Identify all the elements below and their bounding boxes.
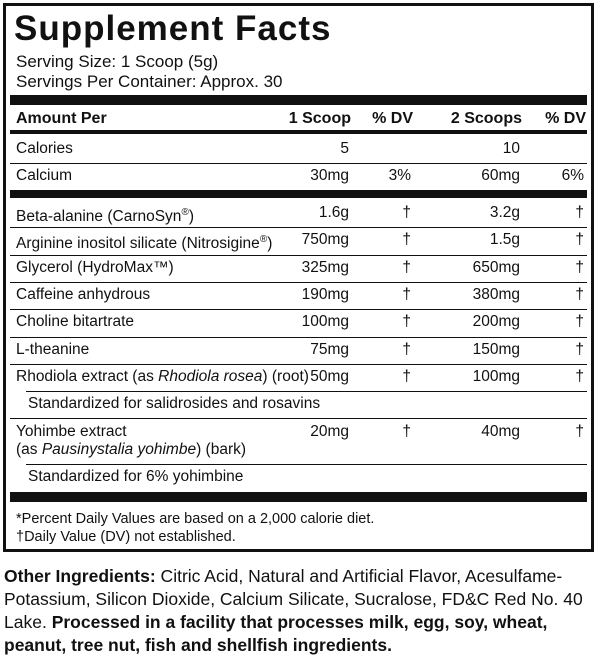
row-arginine-dv1: † xyxy=(402,231,411,248)
row-calcium-name: Calcium xyxy=(16,167,72,184)
row-arginine-dv2: † xyxy=(575,231,584,248)
row-choline-amt1: 100mg xyxy=(301,313,349,330)
row-caffeine-amt1: 190mg xyxy=(301,286,349,303)
row-calcium-dv1: 3% xyxy=(388,167,411,184)
row-calories-name: Calories xyxy=(16,140,73,157)
thick-divider-middle xyxy=(10,190,587,198)
row-rhodiola-dv1: † xyxy=(402,368,411,385)
row-rhodiola-amt2: 100mg xyxy=(472,368,520,385)
row-theanine-dv2: † xyxy=(575,341,584,358)
serving-size: Serving Size: 1 Scoop (5g) xyxy=(16,52,219,71)
footnote-daily-values: *Percent Daily Values are based on a 2,000 calorie diet. xyxy=(16,511,375,527)
row-glycerol-amt2: 650mg xyxy=(472,259,520,276)
row-calcium-dv2: 6% xyxy=(561,167,584,184)
row-beta-alanine-amt2: 3.2g xyxy=(489,204,520,221)
row-beta-alanine-dv2: † xyxy=(575,204,584,221)
row-caffeine-amt2: 380mg xyxy=(472,286,520,303)
row-theanine-name: L-theanine xyxy=(16,341,90,358)
row-choline-name: Choline bitartrate xyxy=(16,313,135,330)
row-beta-alanine-amt1: 1.6g xyxy=(318,204,349,221)
row-divider xyxy=(10,255,587,256)
row-rhodiola-amt1: 50mg xyxy=(310,368,349,385)
header-dv-2: % DV xyxy=(545,110,586,127)
row-divider xyxy=(10,282,587,283)
other-ingredients-text: Citric Acid, Natural and Artificial Flavor, Acesulfame-Potassium, Silicon Dioxide, Calcium Silicate, Sucralose, FD&C Red No. 40 Lake. xyxy=(4,566,583,632)
row-choline-amt2: 200mg xyxy=(472,313,520,330)
row-yohimbe-dv2: † xyxy=(575,423,584,440)
row-theanine-amt2: 150mg xyxy=(472,341,520,358)
row-divider xyxy=(10,364,587,365)
row-caffeine-dv1: † xyxy=(402,286,411,303)
row-yohimbe-name-line2: (as Pausinystalia yohimbe) (bark) xyxy=(16,441,247,458)
row-divider xyxy=(10,418,587,419)
row-glycerol-name: Glycerol (HydroMax™) xyxy=(16,259,174,276)
row-beta-alanine-dv1: † xyxy=(402,204,411,221)
other-ingredients xyxy=(4,565,600,657)
row-arginine-amt1: 750mg xyxy=(301,231,349,248)
row-divider xyxy=(10,163,587,164)
row-rhodiola-name: Rhodiola extract (as Rhodiola rosea) (root) xyxy=(16,368,309,385)
row-divider xyxy=(10,309,587,310)
row-calories-amt2: 10 xyxy=(502,140,520,157)
row-yohimbe-name-line1: Yohimbe extract xyxy=(16,423,127,440)
row-glycerol-dv1: † xyxy=(402,259,411,276)
row-yohimbe-amt2: 40mg xyxy=(481,423,520,440)
row-caffeine-name: Caffeine anhydrous xyxy=(16,286,151,303)
allergen-statement: Processed in a facility that processes milk, egg, soy, wheat, peanut, tree nut, fish and shellfish ingredients. xyxy=(4,612,548,655)
row-calcium-amt2: 60mg xyxy=(481,167,520,184)
header-dv-1: % DV xyxy=(372,110,413,127)
row-beta-alanine-name: Beta-alanine (CarnoSyn®) xyxy=(16,207,194,226)
row-caffeine-dv2: † xyxy=(575,286,584,303)
row-rhodiola-standardized: Standardized for salidrosides and rosavins xyxy=(28,395,321,412)
row-yohimbe-amt1: 20mg xyxy=(310,423,349,440)
row-yohimbe-standardized: Standardized for 6% yohimbine xyxy=(28,468,244,485)
footnote-dv-not-established: †Daily Value (DV) not established. xyxy=(16,529,236,545)
servings-per-container: Servings Per Container: Approx. 30 xyxy=(16,72,283,91)
row-choline-dv2: † xyxy=(575,313,584,330)
row-glycerol-amt1: 325mg xyxy=(301,259,349,276)
row-theanine-amt1: 75mg xyxy=(310,341,349,358)
thick-divider-bottom xyxy=(10,492,587,502)
row-choline-dv1: † xyxy=(402,313,411,330)
row-arginine-name: Arginine inositol silicate (Nitrosigine®) xyxy=(16,234,273,253)
header-1-scoop: 1 Scoop xyxy=(288,110,351,127)
thick-divider-top xyxy=(10,95,587,105)
header-2-scoops: 2 Scoops xyxy=(450,110,522,127)
row-rhodiola-dv2: † xyxy=(575,368,584,385)
row-yohimbe-dv1: † xyxy=(402,423,411,440)
header-amount-per: Amount Per xyxy=(16,110,107,127)
row-glycerol-dv2: † xyxy=(575,259,584,276)
panel-title: Supplement Facts xyxy=(14,9,332,48)
row-theanine-dv1: † xyxy=(402,341,411,358)
other-ingredients-label: Other Ingredients: xyxy=(4,566,156,586)
row-calories-amt1: 5 xyxy=(340,140,349,157)
row-arginine-amt2: 1.5g xyxy=(489,231,520,248)
row-calcium-amt1: 30mg xyxy=(310,167,349,184)
row-divider xyxy=(26,464,587,465)
divider-under-header xyxy=(10,130,587,134)
row-divider xyxy=(26,391,587,392)
row-divider xyxy=(10,227,587,228)
row-divider xyxy=(10,337,587,338)
supplement-facts-panel xyxy=(3,3,594,552)
